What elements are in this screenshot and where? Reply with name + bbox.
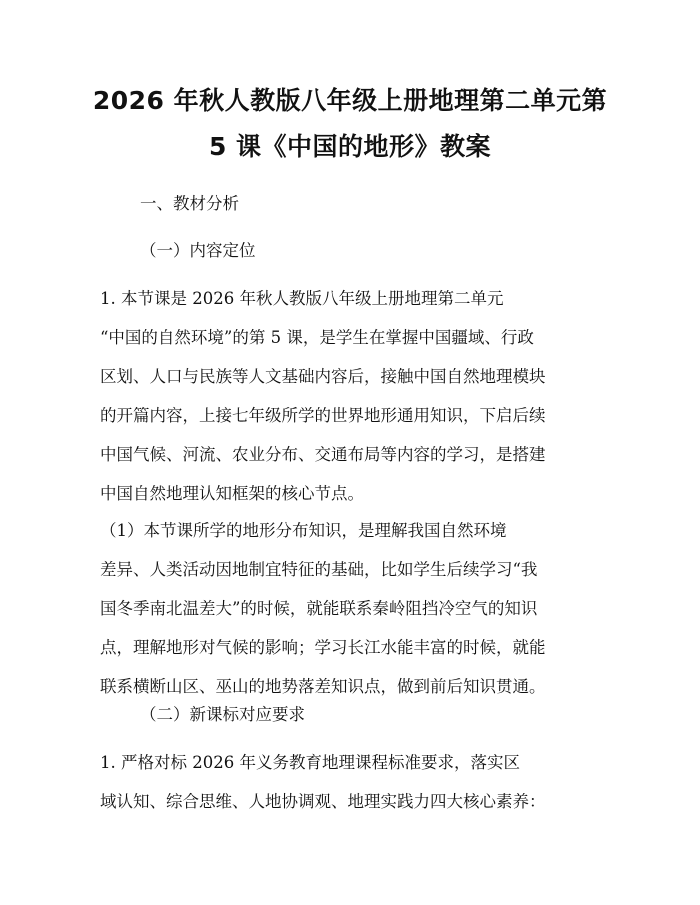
paragraph-line: “中国的自然环境”的第 5 课，是学生在掌握中国疆域、行政 [100, 328, 534, 347]
subsection-heading-content-positioning: （一）内容定位 [140, 241, 256, 260]
paragraph-line: 的开篇内容，上接七年级所学的世界地形通用知识，下启后续 [100, 406, 546, 425]
document-title-line-1: 2026 年秋人教版八年级上册地理第二单元第 [92, 86, 608, 115]
paragraph-content-positioning [100, 279, 600, 513]
subsection-heading-curriculum-requirements: （二）新课标对应要求 [140, 705, 305, 724]
paragraph-line: 差异、人类活动因地制宜特征的基础，比如学生后续学习“我 [100, 560, 538, 579]
paragraph-curriculum-standards [100, 743, 600, 821]
paragraph-line: 区划、人口与民族等人文基础内容后，接触中国自然地理模块 [100, 367, 546, 386]
section-heading-textbook-analysis: 一、教材分析 [140, 194, 239, 213]
paragraph-line: 联系横断山区、巫山的地势落差知识点，做到前后知识贯通。 [100, 677, 546, 696]
paragraph-terrain-knowledge [100, 511, 600, 706]
paragraph-line: 中国气候、河流、农业分布、交通布局等内容的学习，是搭建 [100, 445, 546, 464]
paragraph-line: 1. 严格对标 2026 年义务教育地理课程标准要求，落实区 [100, 753, 520, 772]
paragraph-line: 点，理解地形对气候的影响；学习长江水能丰富的时候，就能 [100, 638, 546, 657]
paragraph-line: 域认知、综合思维、人地协调观、地理实践力四大核心素养： [100, 792, 546, 811]
document-title-line-2: 5 课《中国的地形》教案 [208, 132, 492, 161]
paragraph-line: 中国自然地理认知框架的核心节点。 [100, 484, 364, 503]
paragraph-line: 1. 本节课是 2026 年秋人教版八年级上册地理第二单元 [100, 289, 504, 308]
paragraph-line: 国冬季南北温差大”的时候，就能联系秦岭阻挡冷空气的知识 [100, 599, 538, 618]
paragraph-line: （1）本节课所学的地形分布知识，是理解我国自然环境 [100, 521, 507, 540]
